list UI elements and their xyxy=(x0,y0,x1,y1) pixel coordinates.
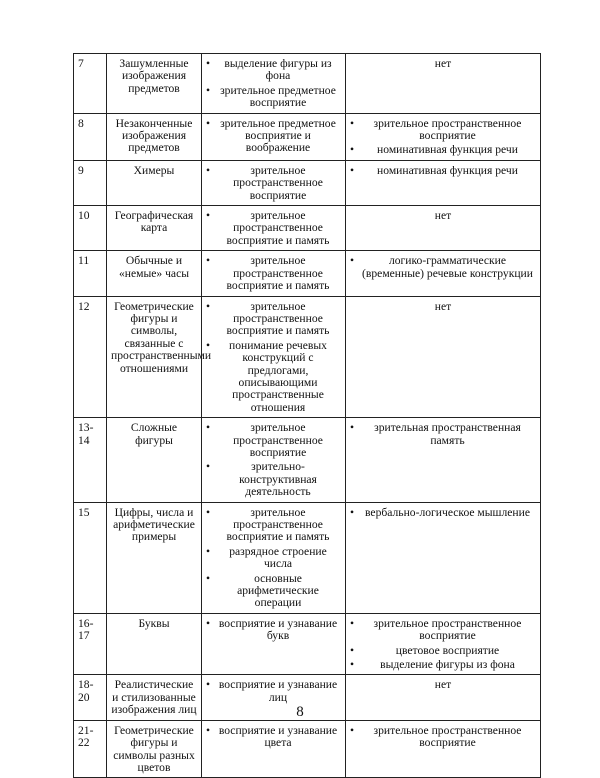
bullet-item: • номинативная функция речи xyxy=(350,144,536,156)
none-value: нет xyxy=(346,206,541,251)
bullet-item: • зрительное пространственное восприятие xyxy=(350,725,536,750)
bullet-list xyxy=(350,165,536,177)
bullet-item: • зрительное пространственное восприятие и память xyxy=(206,255,341,292)
bullet-item: • зрительное пространственное восприятие xyxy=(350,118,536,143)
material-name: Геометрические фигуры и символы разных цветов xyxy=(107,720,202,778)
bullet-list xyxy=(350,725,536,750)
bullet-item: • понимание речевых конструкций с предлогами, описывающими пространственные отношения xyxy=(206,340,341,414)
bullet-item: • зрительное пространственное восприятие и память xyxy=(206,507,341,544)
bullet-list xyxy=(350,118,536,157)
material-name: Сложные фигуры xyxy=(107,418,202,502)
extra-functions-cell xyxy=(346,720,541,778)
bullet-item: • цветовое восприятие xyxy=(350,645,536,657)
row-number: 10 xyxy=(74,206,107,251)
row-number: 8 xyxy=(74,113,107,160)
table-row xyxy=(74,720,541,778)
row-number: 11 xyxy=(74,251,107,296)
main-functions-cell xyxy=(202,613,346,675)
bullet-item: • зрительное пространственное восприятие xyxy=(350,618,536,643)
bullet-list xyxy=(350,507,536,519)
main-functions-cell xyxy=(202,54,346,114)
table-row xyxy=(74,113,541,160)
main-functions-cell xyxy=(202,206,346,251)
main-functions-cell xyxy=(202,720,346,778)
methods-table xyxy=(73,53,541,778)
bullet-item: • вербально-логическое мышление xyxy=(350,507,536,519)
table-row xyxy=(74,502,541,613)
bullet-item: • зрительная пространственная память xyxy=(350,422,536,447)
bullet-item: • восприятие и узнавание лиц xyxy=(206,679,341,704)
bullet-list xyxy=(350,422,536,447)
row-number: 13-14 xyxy=(74,418,107,502)
bullet-list xyxy=(350,255,536,280)
main-functions-cell xyxy=(202,251,346,296)
row-number: 16-17 xyxy=(74,613,107,675)
bullet-list xyxy=(206,301,341,415)
table-row xyxy=(74,251,541,296)
table-row xyxy=(74,160,541,205)
bullet-item: • зрительное пространственное восприятие и память xyxy=(206,301,341,338)
bullet-list xyxy=(350,618,536,672)
bullet-item: • зрительное предметное восприятие xyxy=(206,85,341,110)
bullet-list xyxy=(206,422,341,498)
material-name: Буквы xyxy=(107,613,202,675)
bullet-item: • восприятие и узнавание букв xyxy=(206,618,341,643)
material-name: Географическая карта xyxy=(107,206,202,251)
bullet-list xyxy=(206,679,341,704)
table-row xyxy=(74,54,541,114)
extra-functions-cell xyxy=(346,160,541,205)
main-functions-cell xyxy=(202,418,346,502)
extra-functions-cell xyxy=(346,502,541,613)
material-name: Незаконченные изображения предметов xyxy=(107,113,202,160)
main-functions-cell xyxy=(202,296,346,418)
none-value: нет xyxy=(346,675,541,720)
bullet-item: • зрительное пространственное восприятие xyxy=(206,165,341,202)
table-body xyxy=(74,54,541,778)
material-name: Реалистические и стилизованные изображения лиц xyxy=(107,675,202,720)
material-name: Цифры, числа и арифметические примеры xyxy=(107,502,202,613)
main-functions-cell xyxy=(202,502,346,613)
table-row xyxy=(74,613,541,675)
row-number: 7 xyxy=(74,54,107,114)
row-number: 9 xyxy=(74,160,107,205)
bullet-item: • выделение фигуры из фона xyxy=(206,58,341,83)
row-number: 12 xyxy=(74,296,107,418)
material-name: Геометрические фигуры и символы, связанные с пространственными отношениями xyxy=(107,296,202,418)
table-row xyxy=(74,296,541,418)
main-functions-cell xyxy=(202,113,346,160)
bullet-list xyxy=(206,507,341,610)
bullet-list xyxy=(206,58,341,110)
bullet-item: • зрительно-конструктивная деятельность xyxy=(206,461,341,498)
bullet-item: • зрительное пространственное восприятие и память xyxy=(206,210,341,247)
extra-functions-cell xyxy=(346,418,541,502)
bullet-item: • разрядное строение числа xyxy=(206,546,341,571)
bullet-list xyxy=(206,255,341,292)
material-name: Химеры xyxy=(107,160,202,205)
bullet-list xyxy=(206,725,341,750)
bullet-item: • номинативная функция речи xyxy=(350,165,536,177)
none-value: нет xyxy=(346,54,541,114)
row-number: 21-22 xyxy=(74,720,107,778)
table-row xyxy=(74,206,541,251)
none-value: нет xyxy=(346,296,541,418)
main-functions-cell xyxy=(202,160,346,205)
table-row xyxy=(74,418,541,502)
bullet-item: • основные арифметические операции xyxy=(206,573,341,610)
bullet-item: • зрительное предметное восприятие и воображение xyxy=(206,118,341,155)
page-number: 8 xyxy=(296,704,304,720)
material-name: Зашумленные изображения предметов xyxy=(107,54,202,114)
bullet-item: • восприятие и узнавание цвета xyxy=(206,725,341,750)
bullet-item: • логико-грамматические (временные) речевые конструкции xyxy=(350,255,536,280)
bullet-list xyxy=(206,210,341,247)
bullet-list xyxy=(206,165,341,202)
bullet-list xyxy=(206,118,341,155)
row-number: 18-20 xyxy=(74,675,107,720)
material-name: Обычные и «немые» часы xyxy=(107,251,202,296)
bullet-list xyxy=(206,618,341,643)
extra-functions-cell xyxy=(346,251,541,296)
extra-functions-cell xyxy=(346,113,541,160)
extra-functions-cell xyxy=(346,613,541,675)
bullet-item: • выделение фигуры из фона xyxy=(350,659,536,671)
bullet-item: • зрительное пространственное восприятие xyxy=(206,422,341,459)
row-number: 15 xyxy=(74,502,107,613)
